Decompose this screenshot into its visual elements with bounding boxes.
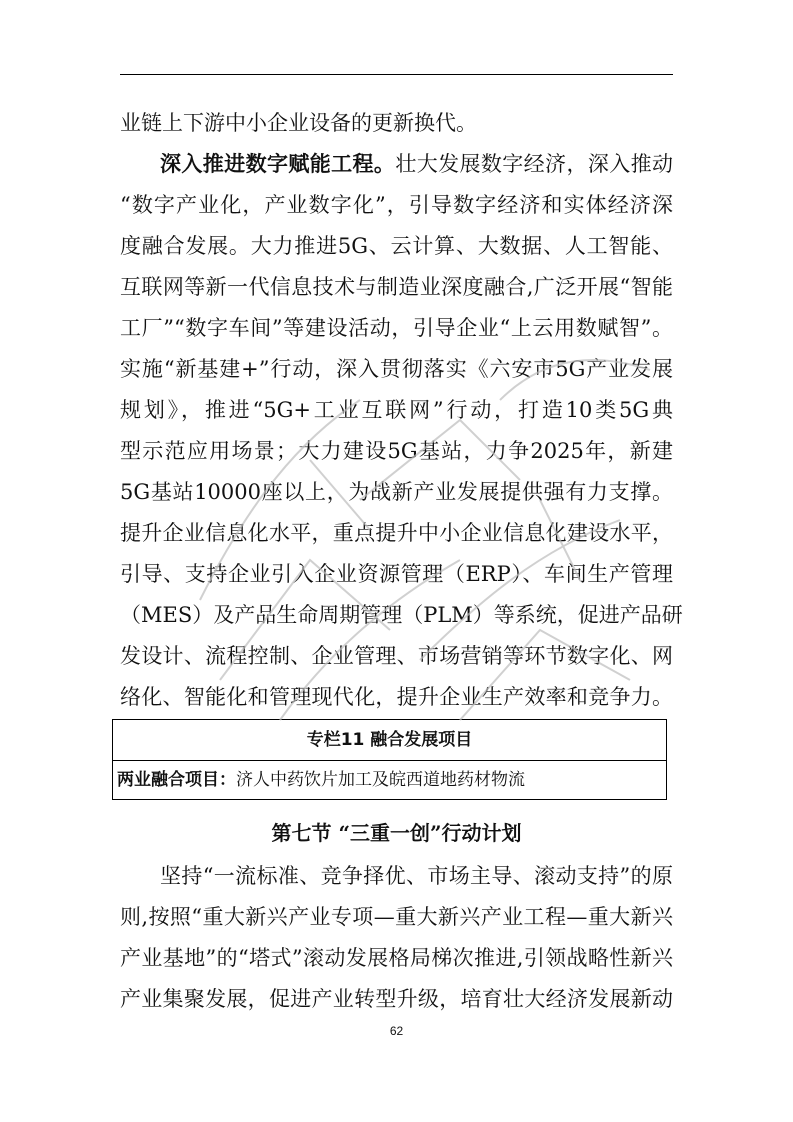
page-number: 62 bbox=[389, 1024, 404, 1038]
header-rule bbox=[120, 74, 673, 75]
text-line-12: 引导、支持企业引入企业资源管理（ERP）、车间生产管理 bbox=[120, 562, 673, 586]
text-line-5: 互联网等新一代信息技术与制造业深度融合,广泛开展“智能 bbox=[120, 275, 673, 299]
text-line-14: 发设计、流程控制、企业管理、市场营销等环节数字化、网 bbox=[120, 644, 673, 668]
text-line-2 bbox=[160, 149, 673, 179]
heading-rest: 壮大发展数字经济，深入推动 bbox=[395, 152, 674, 176]
section-line-1: 坚持“一流标准、竞争择优、市场主导、滚动支持”的原 bbox=[160, 864, 673, 888]
box-row-label: 两业融合项目： bbox=[117, 770, 236, 790]
text-line-7: 实施“新基建+”行动，深入贯彻落实《六安市5G产业发展 bbox=[120, 357, 673, 381]
section-line-3: 产业基地”的“塔式”滚动发展格局梯次推进,引领战略性新兴 bbox=[120, 946, 673, 970]
text-line-10: 5G基站10000座以上，为战新产业发展提供强有力支撑。 bbox=[120, 480, 673, 504]
section-line-4: 产业集聚发展，促进产业转型升级，培育壮大经济发展新动 bbox=[120, 987, 673, 1011]
text-line-6: 工厂”“数字车间”等建设活动，引导企业“上云用数赋智”。 bbox=[120, 316, 673, 340]
text-line-8: 规划》，推进“5G+工业互联网”行动，打造10类5G典 bbox=[120, 398, 673, 422]
box-title: 专栏11 融合发展项目 bbox=[113, 720, 666, 761]
box-row bbox=[113, 761, 666, 799]
sidebar-box bbox=[112, 719, 667, 800]
text-line-3: “数字产业化，产业数字化”，引导数字经济和实体经济深 bbox=[120, 193, 673, 217]
box-row-text: 济人中药饮片加工及皖西道地药材物流 bbox=[236, 770, 525, 790]
text-line-13: （MES）及产品生命周期管理（PLM）等系统，促进产品研 bbox=[120, 603, 683, 627]
text-line-1: 业链上下游中小企业设备的更新换代。 bbox=[120, 111, 477, 135]
bold-heading: 深入推进数字赋能工程。 bbox=[160, 151, 396, 176]
text-line-9: 型示范应用场景；大力建设5G基站，力争2025年，新建 bbox=[120, 439, 673, 463]
section-line-2: 则,按照“重大新兴产业专项—重大新兴产业工程—重大新兴 bbox=[120, 905, 673, 929]
text-line-11: 提升企业信息化水平，重点提升中小企业信息化建设水平， bbox=[120, 521, 673, 545]
text-line-4: 度融合发展。大力推进5G、云计算、大数据、人工智能、 bbox=[120, 234, 673, 258]
text-line-15: 络化、智能化和管理现代化，提升企业生产效率和竞争力。 bbox=[120, 685, 673, 709]
section-title: 第七节 “三重一创”行动计划 bbox=[271, 821, 522, 845]
